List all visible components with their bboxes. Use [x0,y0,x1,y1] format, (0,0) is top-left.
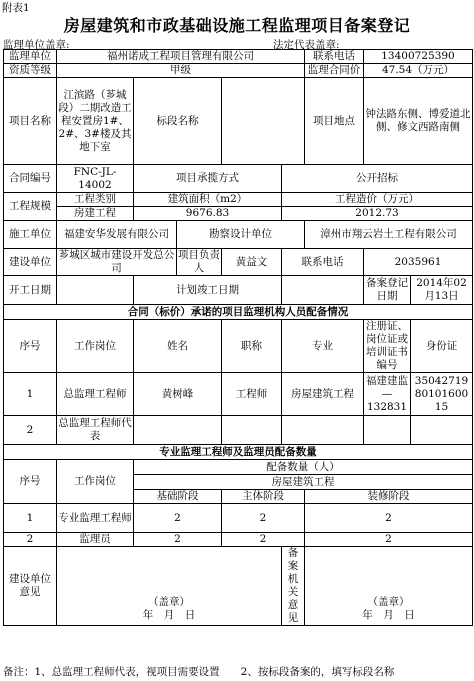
record-date-label: 备案登记日期 [364,276,411,305]
start-label: 开工日期 [4,276,57,305]
staff-row2-seq: 2 [4,416,57,445]
table-row [4,416,473,445]
page-title: 房屋建筑和市政基础设施工程监理项目备案登记 [63,16,411,35]
staff-row2-id [411,416,473,445]
unit-value: 福州诺成工程项目管理有限公司 [57,50,305,64]
agency-opinion-area [305,547,473,626]
staff-header-name: 姓名 [134,320,222,373]
start-value [57,276,134,305]
staff-row1-seq: 1 [4,373,57,416]
contract-no-value: FNC-JL-14002 [57,165,134,193]
count-row1-post: 专业监理工程师 [57,504,134,533]
builder-value: 芗城区城市建设开发总公司 [57,249,177,276]
registration-table [3,49,473,626]
staff-row2-post: 总监理工程师代表 [57,416,134,445]
agency-opinion-label: 备案机关意见 [282,547,305,626]
staff-row2-name [134,416,222,445]
area-label: 建筑面积（m2） [134,193,282,207]
section-value [222,78,305,165]
count-section-title: 专业监理工程师及监理员配备数量 [4,445,473,460]
staff-row2-title [222,416,282,445]
staff-header-post: 工作岗位 [57,320,134,373]
phase-decoration: 装修阶段 [305,490,473,504]
footer-note: 备注：1、总监理工程师代表，视项目需要设置 2、按标段备案的，填写标段名称 [3,666,395,678]
builder-date-label: 年 月 日 [142,609,196,621]
pm-value: 黄益文 [222,249,282,276]
staff-row1-cert: 福建建监—132831 [364,373,411,416]
finish-label: 计划竣工日期 [134,276,282,305]
builder-phone-value: 2035961 [364,249,473,276]
count-header-seq: 序号 [4,460,57,504]
unit-label: 监理单位 [4,50,57,64]
staff-row2-major [282,416,364,445]
phone-label: 联系电话 [305,50,364,64]
price-label: 监理合同价 [305,64,364,78]
count-row1-foundation: 2 [134,504,222,533]
count-row1-decoration: 2 [305,504,473,533]
staff-row1-title: 工程师 [222,373,282,416]
builder-phone-label: 联系电话 [282,249,364,276]
count-row1-seq: 1 [4,504,57,533]
section-label: 标段名称 [134,78,222,165]
staff-header-title: 职称 [222,320,282,373]
builder-opinion-area [57,547,282,626]
contract-mode-value: 公开招标 [282,165,473,193]
builder-stamp-label: （盖章） [148,596,190,608]
contract-mode-label: 项目承揽方式 [134,165,282,193]
table-row [4,504,473,533]
count-header-post: 工作岗位 [57,460,134,504]
staff-section-title: 合同（标价）承诺的项目监理机构人员配备情况 [4,305,473,320]
finish-value [282,276,364,305]
construction-value: 福建安华发展有限公司 [57,221,177,249]
staff-header-seq: 序号 [4,320,57,373]
count-header-count: 配备数量（人） [134,460,473,475]
survey-label: 勘察设计单位 [177,221,305,249]
table-row [4,533,473,547]
count-row1-structure: 2 [222,504,305,533]
project-label: 项目名称 [4,78,57,165]
cost-value: 2012.73 [282,207,473,221]
staff-row1-id: 350427198010160015 [411,373,473,416]
annex-label: 附表1 [2,2,30,14]
price-value: 47.54（万元） [364,64,473,78]
contract-no-label: 合同编号 [4,165,57,193]
agency-date-label: 年 月 日 [362,609,415,621]
phase-foundation: 基础阶段 [134,490,222,504]
survey-value: 漳州市翔云岩土工程有限公司 [305,221,473,249]
location-label: 项目地点 [305,78,364,165]
phone-value: 13400725390 [364,50,473,64]
builder-opinion-label: 建设单位意见 [4,547,57,626]
count-row2-foundation: 2 [134,533,222,547]
record-date-value: 2014年02月13日 [411,276,473,305]
staff-row1-post: 总监理工程师 [57,373,134,416]
staff-header-cert: 注册证、岗位证或培训证书编号 [364,320,411,373]
cost-label: 工程造价（万元） [282,193,473,207]
project-value: 江滨路（芗城段）二期改造工程安置房1#、2#、3#楼及其地下室 [57,78,134,165]
phase-structure: 主体阶段 [222,490,305,504]
area-value: 9676.83 [134,207,282,221]
staff-header-major: 专业 [282,320,364,373]
builder-label: 建设单位 [4,249,57,276]
staff-header-id: 身份证 [411,320,473,373]
scale-label: 工程规模 [4,193,57,221]
table-row [4,373,473,416]
staff-row2-cert [364,416,411,445]
supervisor-seal-label: 监理单位盖章: [3,39,70,51]
count-row2-seq: 2 [4,533,57,547]
staff-row1-major: 房屋建筑工程 [282,373,364,416]
legal-rep-seal-label: 法定代表盖章: [273,39,340,51]
count-row2-post: 监理员 [57,533,134,547]
agency-stamp-label: （盖章） [367,596,410,608]
count-row2-structure: 2 [222,533,305,547]
type-label: 工程类别 [57,193,134,207]
construction-label: 施工单位 [4,221,57,249]
staff-row1-name: 黄树峰 [134,373,222,416]
location-value: 钟法路东侧、博爱道北侧、修文西路南侧 [364,78,473,165]
count-header-discipline: 房屋建筑工程 [134,475,473,490]
type-value: 房建工程 [57,207,134,221]
count-row2-decoration: 2 [305,533,473,547]
pm-label: 项目负责人 [178,249,220,274]
grade-value: 甲级 [57,64,305,78]
grade-label: 资质等级 [4,64,57,78]
